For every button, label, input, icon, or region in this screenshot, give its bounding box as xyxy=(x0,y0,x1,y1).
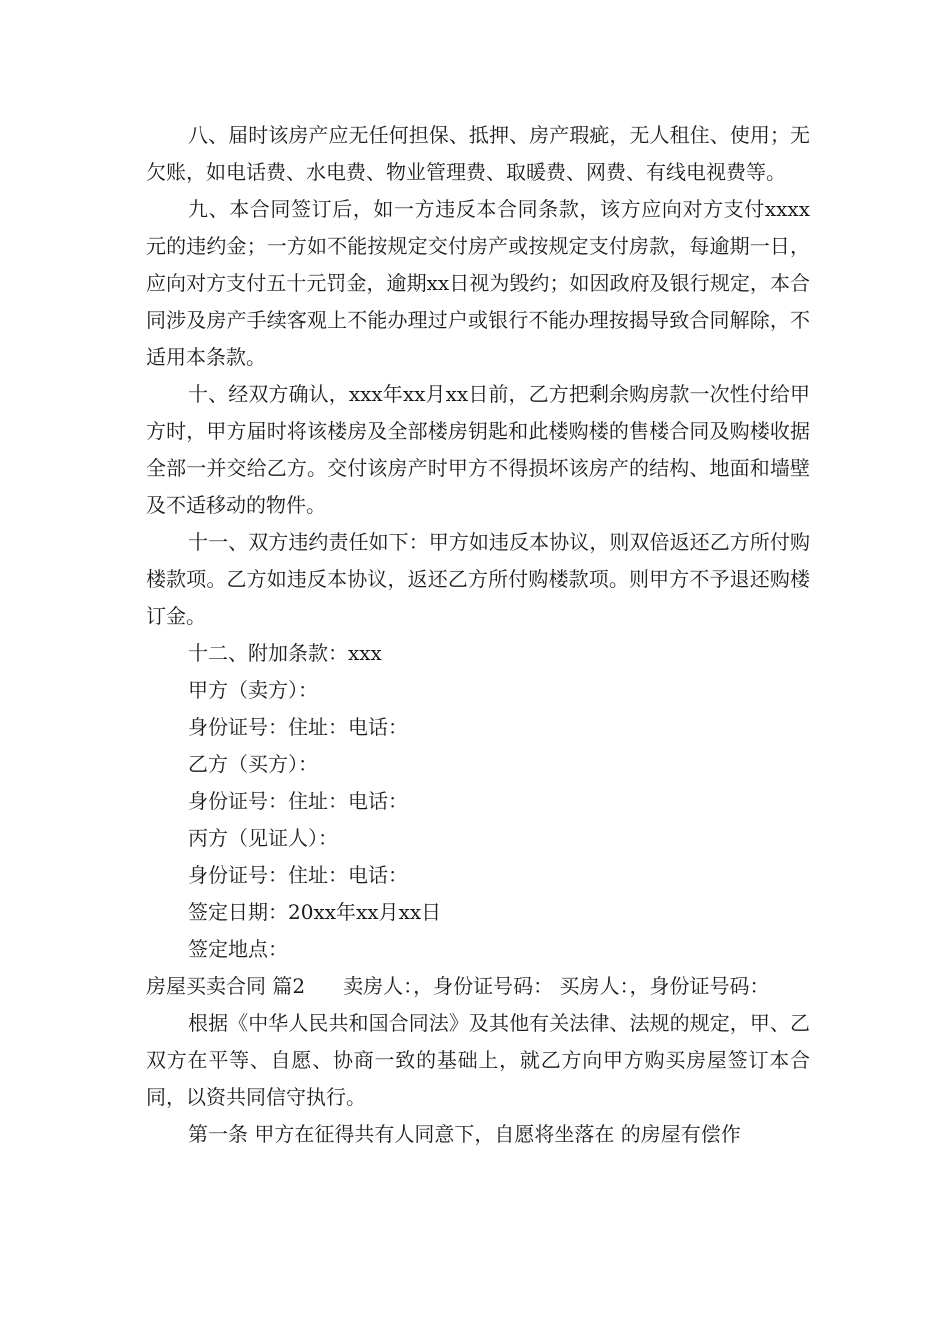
document-page xyxy=(146,117,810,1153)
clause-10: 十、经双方确认，xxx年xx月xx日前，乙方把剩余购房款一次性付给甲方时，甲方届时将该楼房及全部楼房钥匙和此楼购楼的售楼合同及购楼收据全部一并交给乙方。交付该房产时甲方不得损坏该房产的结构、地面和墙壁及不适移动的物件。 xyxy=(146,382,810,517)
contract2-parties: 卖房人：，身份证号码： 买房人：，身份证号码： xyxy=(343,974,770,998)
contract2-article-1: 第一条 甲方在征得共有人同意下，自愿将坐落在 的房屋有偿作 xyxy=(188,1122,741,1146)
signing-place: 签定地点： xyxy=(188,937,288,961)
contract2-intro: 根据《中华人民共和国合同法》及其他有关法律、法规的规定，甲、乙双方在平等、自愿、协商一致的基础上，就乙方向甲方购买房屋签订本合同，以资共同信守执行。 xyxy=(146,1011,810,1109)
party-b-label: 乙方（买方）： xyxy=(188,752,318,776)
contract2-header xyxy=(146,968,810,1005)
party-b-info: 身份证号：住址：电话： xyxy=(188,789,408,813)
party-c-label: 丙方（见证人）： xyxy=(188,826,338,850)
party-a-label: 甲方（卖方）： xyxy=(188,678,318,702)
party-c-info: 身份证号：住址：电话： xyxy=(188,863,408,887)
clause-12: 十二、附加条款：xxx xyxy=(188,641,382,665)
party-a-info: 身份证号：住址：电话： xyxy=(188,715,408,739)
clause-8: 八、届时该房产应无任何担保、抵押、房产瑕疵，无人租住、使用；无欠账，如电话费、水电费、物业管理费、取暖费、网费、有线电视费等。 xyxy=(146,123,810,184)
contract2-title: 房屋买卖合同 篇2 xyxy=(146,974,306,998)
clause-11: 十一、双方违约责任如下：甲方如违反本协议，则双倍返还乙方所付购楼款项。乙方如违反本协议，返还乙方所付购楼款项。则甲方不予退还购楼订金。 xyxy=(146,530,810,628)
clause-9: 九、本合同签订后，如一方违反本合同条款，该方应向对方支付xxxx元的违约金；一方如不能按规定交付房产或按规定支付房款，每逾期一日，应向对方支付五十元罚金，逾期xx日视为毁约；如因政府及银行规定，本合同涉及房产手续客观上不能办理过户或银行不能办理按揭导致合同解除，不适用本条款。 xyxy=(146,197,810,369)
signing-date: 签定日期：20xx年xx月xx日 xyxy=(188,900,442,924)
